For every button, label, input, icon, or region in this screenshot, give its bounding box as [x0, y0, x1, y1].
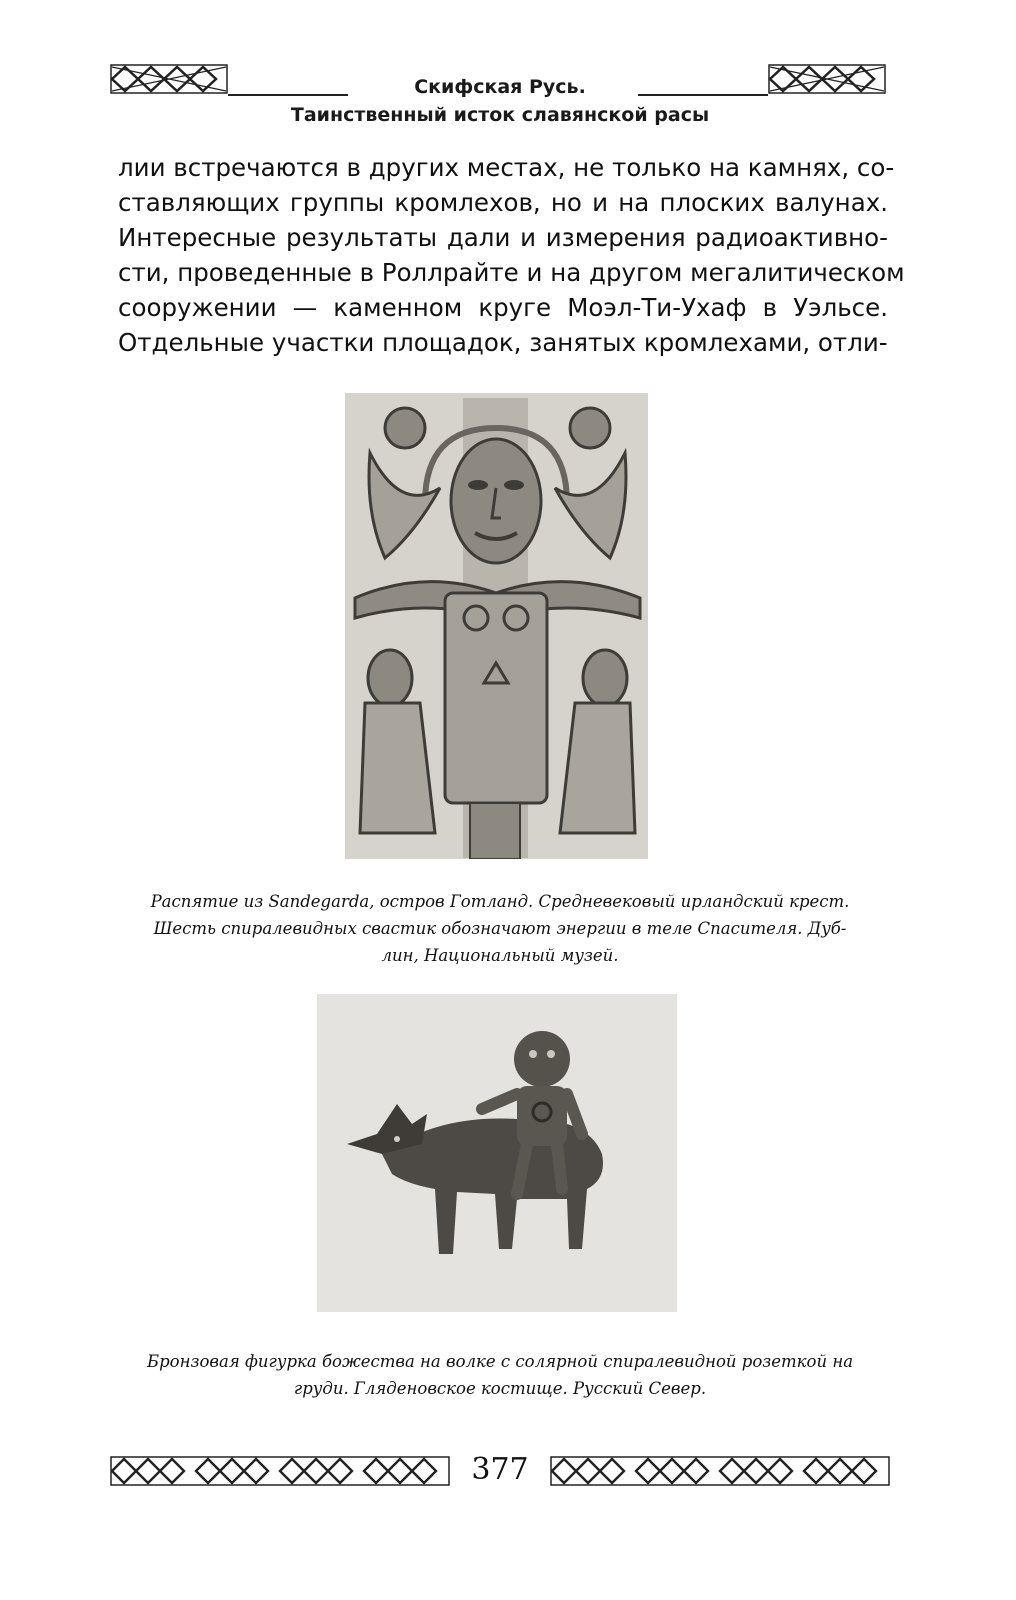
- body-line: ставляющих группы кромлехов, но и на плоских валунах.: [118, 188, 888, 217]
- body-paragraph: [118, 150, 905, 360]
- crucifixion-photo: [345, 393, 648, 859]
- caption-line: груди. Гляденовское костище. Русский Север.: [293, 1379, 707, 1398]
- caption-line: лин, Национальный музей.: [381, 946, 619, 965]
- caption-line: Бронзовая фигурка божества на волке с солярной спиралевидной розеткой на: [146, 1352, 854, 1371]
- crucifixion-carving-icon: [345, 393, 648, 859]
- figure2-caption: [108, 1348, 892, 1402]
- figurine-on-wolf-icon: [317, 994, 677, 1312]
- knot-border-left-icon: [110, 1456, 450, 1486]
- body-line: Отдельные участки площадок, занятых кромлехами, отли-: [118, 328, 888, 357]
- header-title-line2: Таинственный исток славянской расы: [290, 104, 710, 126]
- page-number: 377: [471, 1452, 529, 1487]
- body-line: лии встречаются в других местах, не только на камнях, со-: [118, 153, 895, 182]
- caption-line: Распятие из Sandegarda, остров Готланд. Средневековый ирландский крест.: [150, 892, 850, 911]
- body-line: Интересные результаты дали и измерения радиоактивно-: [118, 223, 888, 252]
- running-footer: [110, 1448, 890, 1498]
- body-line: сти, проведенные в Роллрайте и на другом мегалитическом: [118, 258, 905, 287]
- running-header: [110, 58, 890, 128]
- figure1-caption: [108, 888, 892, 969]
- caption-line: Шесть спиралевидных свастик обозначают энергии в теле Спасителя. Дуб-: [153, 919, 847, 938]
- knot-border-right-icon: [550, 1456, 890, 1486]
- bronze-figurine-photo: [317, 994, 677, 1312]
- header-title-line1: Скифская Русь.: [414, 76, 586, 98]
- body-line: сооружении — каменном круге Моэл-Ти-Ухаф в Уэльсе.: [118, 293, 888, 322]
